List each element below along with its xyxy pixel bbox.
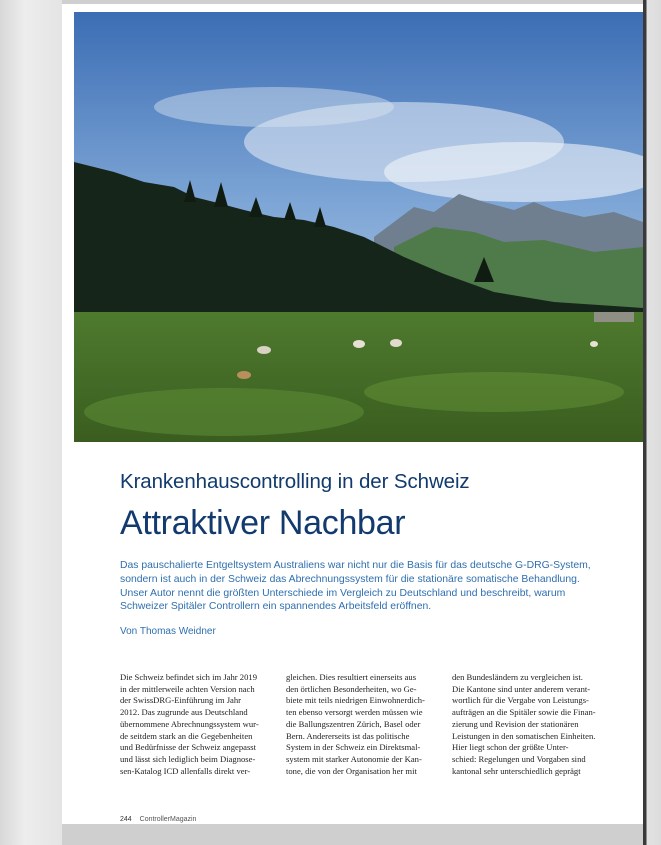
body-line: Die Kantone sind unter anderem verant- <box>452 683 591 694</box>
body-line: de seitdem stark an die Gegebenheiten <box>120 730 253 741</box>
body-line: gleichen. Dies resultiert einerseits aus <box>286 672 417 682</box>
article-kicker: Krankenhauscontrolling in der Schweiz <box>120 470 470 493</box>
body-line: Leistungen in den somatischen Einheiten. <box>452 730 596 741</box>
body-line: die Ballungszentren Zürich, Basel oder <box>286 718 421 729</box>
body-line: Die Schweiz befindet sich im Jahr 2019 <box>120 672 257 682</box>
lead-line: Unser Autor nennt die größten Unterschiede im Vergleich zu Deutschland und beschreibt, warum <box>120 587 566 599</box>
body-line: aufträgen an die Spitäler sowie die Finan- <box>452 707 596 718</box>
scan-left-margin <box>0 0 62 845</box>
body-column-3 <box>452 672 596 777</box>
body-column-1 <box>120 672 259 777</box>
article-author: Von Thomas Weidner <box>120 626 216 637</box>
journal-name: ControllerMagazin <box>139 816 197 823</box>
body-line: schied: Regelungen und Vorgaben sind <box>452 753 586 764</box>
body-line: sen-Katalog ICD allenfalls direkt ver- <box>120 765 251 776</box>
magazine-page <box>62 4 643 824</box>
lead-line: Schweizer Spitäler Controllern ein spannendes Arbeitsfeld eröffnen. <box>120 601 432 613</box>
page-footer <box>120 816 196 823</box>
body-line: und Bedürfnisse der Schweiz angepasst <box>120 742 257 753</box>
body-line: der SwissDRG-Einführung im Jahr <box>120 695 242 706</box>
article-lead <box>120 559 600 614</box>
body-line: den örtlichen Besonderheiten, wo Ge- <box>286 683 417 694</box>
body-line: Bern. Andererseits ist das politische <box>286 730 410 741</box>
body-line: biete mit teils niedrigen Einwohnerdich- <box>286 695 425 706</box>
body-line: system mit starker Autonomie der Kan- <box>286 753 422 764</box>
body-line: den Bundesländern zu vergleichen ist. <box>452 672 583 682</box>
lead-line: sondern ist auch in der Schweiz das Abrechnungssystem für die stationäre somatische Behandlung. <box>120 573 580 585</box>
body-line: 2012. Das zugrunde aus Deutschland <box>120 707 248 718</box>
body-line: System in der Schweiz ein Direktsmal- <box>286 742 421 753</box>
scan-right-margin <box>643 0 661 845</box>
body-line: ten ebenso versorgt werden müssen wie <box>286 707 423 718</box>
article-title: Attraktiver Nachbar <box>120 504 406 542</box>
body-line: in der mittlerweile achten Version nach <box>120 683 255 694</box>
body-line: tone, die von der Organisation her mit <box>286 765 417 776</box>
alpine-meadow-photo <box>74 12 643 442</box>
body-line: und lässt sich lediglich beim Diagnose- <box>120 753 256 764</box>
page-number: 244 <box>120 816 132 823</box>
body-line: Hier liegt schon der größte Unter- <box>452 742 569 753</box>
body-line: kantonal sehr unterschiedlich geprägt <box>452 765 581 776</box>
body-line: zierung und Revision der stationären <box>452 718 579 729</box>
lead-line: Das pauschalierte Entgeltsystem Australiens war nicht nur die Basis für das deutsche G-DRG-System, <box>120 560 591 571</box>
body-line: übernommene Abrechnungssystem wur- <box>120 718 259 729</box>
body-line: wortlich für die Vergabe von Leistungs- <box>452 695 589 706</box>
body-column-2 <box>286 672 425 777</box>
